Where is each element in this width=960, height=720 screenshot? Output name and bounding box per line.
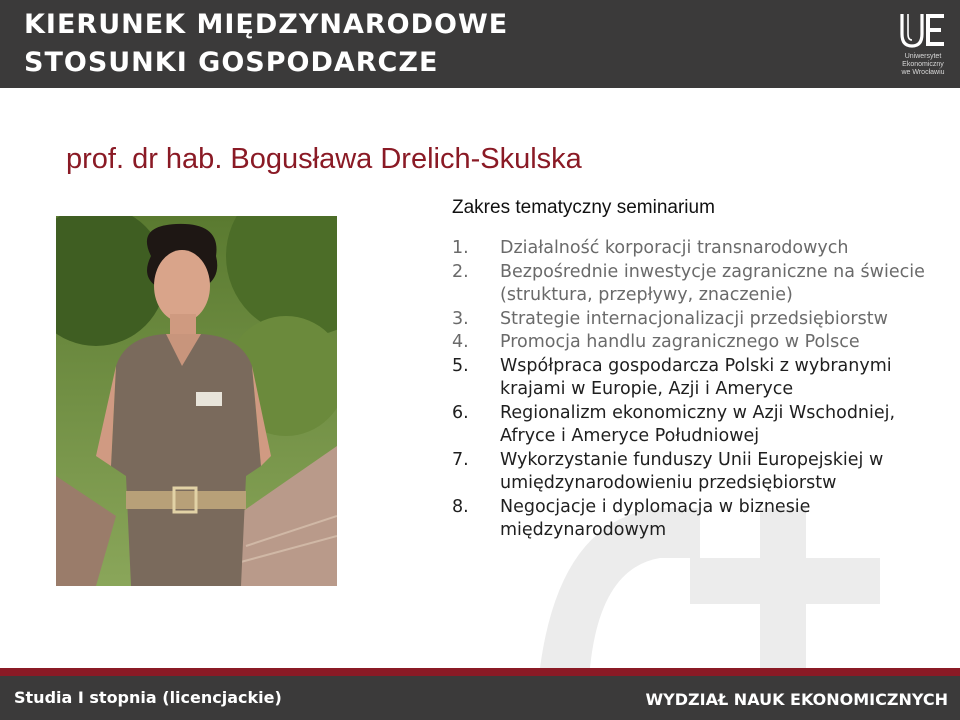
topic-number: 6.: [452, 402, 469, 423]
topic-number: 8.: [452, 496, 469, 517]
professor-portrait-image: [56, 216, 337, 586]
professor-photo: [56, 216, 337, 586]
logo-text-line2: Ekonomiczny: [902, 61, 944, 68]
topic-item-8: [452, 496, 942, 543]
topic-text: Regionalizm ekonomiczny w Azji Wschodniej, Afryce i Ameryce Południowej: [500, 402, 896, 446]
seminar-topic-list: [452, 237, 942, 543]
logo-text-line3: we Wrocławiu: [901, 69, 945, 76]
study-level-label: Studia I stopnia (licencjackie): [14, 688, 282, 707]
professor-name: prof. dr hab. Bogusława Drelich-Skulska: [66, 143, 582, 175]
topic-text: Negocjacje i dyplomacja w biznesie międzynarodowym: [500, 496, 811, 540]
topic-item-5: [452, 355, 942, 402]
logo-text-line1: Uniwersytet: [904, 53, 942, 60]
topic-item-3: [452, 308, 942, 332]
topic-item-4: [452, 331, 942, 355]
topic-number: 2.: [452, 261, 469, 282]
topic-number: 4.: [452, 332, 469, 352]
topic-text: Strategie internacjonalizacji przedsiębiorstw: [500, 308, 888, 329]
topic-text: Promocja handlu zagranicznego w Polsce: [500, 332, 860, 352]
footer-bar: [0, 676, 960, 720]
topic-number: 7.: [452, 449, 469, 470]
program-title-line1: KIERUNEK MIĘDZYNARODOWE: [24, 9, 509, 40]
faculty-label: WYDZIAŁ NAUK EKONOMICZNYCH: [645, 690, 948, 709]
topic-item-6: [452, 402, 942, 449]
topic-item-1: [452, 237, 942, 261]
topic-text: Współpraca gospodarcza Polski z wybranymi krajami w Europie, Azji i Ameryce: [500, 355, 892, 399]
header-bar: [0, 0, 960, 88]
footer-accent-bar: [0, 668, 960, 676]
program-title-line2: STOSUNKI GOSPODARCZE: [24, 47, 439, 78]
program-title: [24, 6, 508, 82]
topic-text: Działalność korporacji transnarodowych: [500, 238, 849, 258]
topic-item-2: [452, 261, 942, 308]
topic-number: 1.: [452, 238, 469, 258]
university-logo: [896, 8, 950, 80]
topic-text: Bezpośrednie inwestycje zagraniczne na świecie (struktura, przepływy, znaczenie): [500, 261, 925, 305]
seminar-title: Zakres tematyczny seminarium: [452, 197, 715, 218]
topic-text: Wykorzystanie funduszy Unii Europejskiej w umiędzynarodowieniu przedsiębiorstw: [500, 449, 884, 493]
topic-number: 3.: [452, 308, 469, 329]
topic-number: 5.: [452, 355, 469, 376]
topic-item-7: [452, 449, 942, 496]
